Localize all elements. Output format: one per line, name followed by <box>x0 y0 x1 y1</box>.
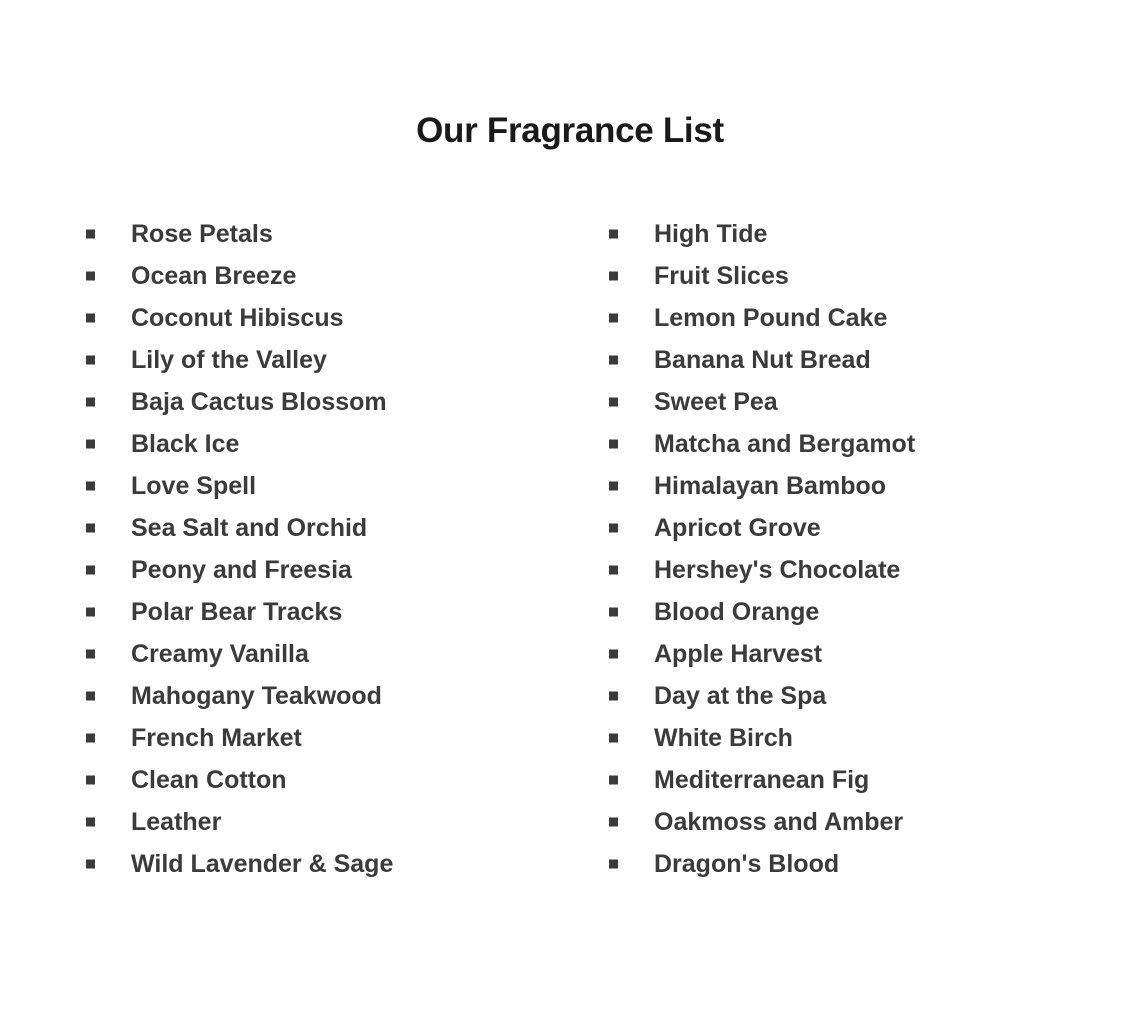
fragrance-column-left <box>78 213 589 885</box>
list-item <box>78 759 589 801</box>
list-item <box>601 507 1100 549</box>
square-bullet-icon <box>609 397 618 406</box>
list-item <box>601 759 1100 801</box>
square-bullet-icon <box>609 733 618 742</box>
page-title: Our Fragrance List <box>416 111 724 150</box>
fragrance-name: Polar Bear Tracks <box>131 597 343 626</box>
fragrance-name: Mediterranean Fig <box>654 765 870 794</box>
square-bullet-icon <box>86 607 95 616</box>
fragrance-name: Peony and Freesia <box>131 555 352 584</box>
square-bullet-icon <box>609 691 618 700</box>
square-bullet-icon <box>86 775 95 784</box>
list-item <box>78 465 589 507</box>
fragrance-name: Sweet Pea <box>654 387 778 416</box>
square-bullet-icon <box>86 313 95 322</box>
fragrance-name: Blood Orange <box>654 597 820 626</box>
square-bullet-icon <box>609 355 618 364</box>
list-item <box>601 423 1100 465</box>
fragrance-name: Creamy Vanilla <box>131 639 309 668</box>
list-item <box>78 633 589 675</box>
list-item <box>601 339 1100 381</box>
fragrance-name: White Birch <box>654 723 793 752</box>
list-item <box>601 465 1100 507</box>
fragrance-name: Ocean Breeze <box>131 261 297 290</box>
square-bullet-icon <box>86 397 95 406</box>
list-item <box>78 717 589 759</box>
list-item <box>78 675 589 717</box>
list-item <box>601 591 1100 633</box>
list-item <box>601 633 1100 675</box>
fragrance-name: Dragon's Blood <box>654 849 840 878</box>
square-bullet-icon <box>86 481 95 490</box>
fragrance-name: Sea Salt and Orchid <box>131 513 368 542</box>
fragrance-name: Matcha and Bergamot <box>654 429 916 458</box>
square-bullet-icon <box>609 229 618 238</box>
fragrance-name: Hershey's Chocolate <box>654 555 901 584</box>
fragrance-name: Leather <box>131 807 222 836</box>
list-item <box>601 297 1100 339</box>
fragrance-name: Oakmoss and Amber <box>654 807 904 836</box>
fragrance-name: Himalayan Bamboo <box>654 471 887 500</box>
square-bullet-icon <box>609 481 618 490</box>
square-bullet-icon <box>609 607 618 616</box>
list-item <box>78 255 589 297</box>
square-bullet-icon <box>609 271 618 280</box>
list-item <box>78 591 589 633</box>
square-bullet-icon <box>609 775 618 784</box>
fragrance-name: Banana Nut Bread <box>654 345 871 374</box>
square-bullet-icon <box>609 649 618 658</box>
fragrance-name: Lily of the Valley <box>131 345 327 374</box>
square-bullet-icon <box>609 859 618 868</box>
square-bullet-icon <box>86 691 95 700</box>
fragrance-list-right <box>601 213 1100 885</box>
fragrance-name: Mahogany Teakwood <box>131 681 382 710</box>
list-item <box>601 213 1100 255</box>
list-item <box>601 675 1100 717</box>
fragrance-name: Wild Lavender & Sage <box>131 849 394 878</box>
fragrance-name: Day at the Spa <box>654 681 827 710</box>
list-item <box>78 213 589 255</box>
square-bullet-icon <box>609 313 618 322</box>
fragrance-columns <box>0 213 1140 885</box>
fragrance-name: High Tide <box>654 219 768 248</box>
square-bullet-icon <box>86 733 95 742</box>
list-item <box>601 801 1100 843</box>
list-item <box>78 507 589 549</box>
list-item <box>601 843 1100 885</box>
square-bullet-icon <box>609 523 618 532</box>
list-item <box>601 717 1100 759</box>
list-item <box>78 801 589 843</box>
fragrance-name: Coconut Hibiscus <box>131 303 344 332</box>
fragrance-name: Rose Petals <box>131 219 273 248</box>
fragrance-name: Apricot Grove <box>654 513 821 542</box>
fragrance-name: Fruit Slices <box>654 261 789 290</box>
fragrance-name: Black Ice <box>131 429 240 458</box>
square-bullet-icon <box>86 439 95 448</box>
fragrance-name: Love Spell <box>131 471 257 500</box>
list-item <box>601 255 1100 297</box>
list-item <box>78 549 589 591</box>
fragrance-name: Clean Cotton <box>131 765 287 794</box>
list-item <box>78 381 589 423</box>
fragrance-name: Baja Cactus Blossom <box>131 387 387 416</box>
fragrance-column-right <box>589 213 1100 885</box>
square-bullet-icon <box>86 355 95 364</box>
square-bullet-icon <box>609 439 618 448</box>
list-item <box>601 549 1100 591</box>
list-item <box>78 339 589 381</box>
fragrance-list-left <box>78 213 589 885</box>
square-bullet-icon <box>86 817 95 826</box>
square-bullet-icon <box>86 859 95 868</box>
fragrance-name: Apple Harvest <box>654 639 823 668</box>
list-item <box>78 297 589 339</box>
list-item <box>601 381 1100 423</box>
square-bullet-icon <box>86 649 95 658</box>
square-bullet-icon <box>86 565 95 574</box>
list-item <box>78 423 589 465</box>
fragrance-name: Lemon Pound Cake <box>654 303 888 332</box>
square-bullet-icon <box>86 271 95 280</box>
square-bullet-icon <box>86 229 95 238</box>
fragrance-name: French Market <box>131 723 302 752</box>
square-bullet-icon <box>609 817 618 826</box>
list-item <box>78 843 589 885</box>
square-bullet-icon <box>609 565 618 574</box>
square-bullet-icon <box>86 523 95 532</box>
